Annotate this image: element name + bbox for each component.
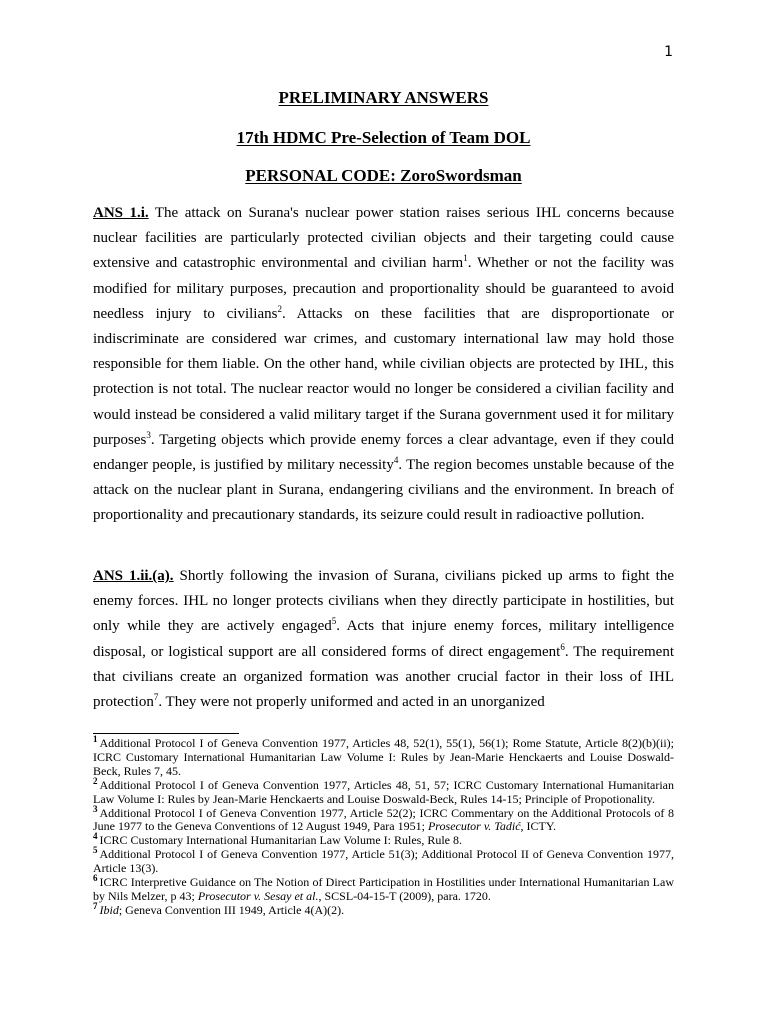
footnote-ref: 3 (146, 429, 151, 440)
footnote-text: ; Geneva Convention III 1949, Article 4(A)(2). (118, 902, 345, 917)
answer-text: The attack on Surana's nuclear power station raises serious IHL concerns because nuclear facilities are particularly protected civilian objects and their targeting could cause extensive and catastrophic environmental and civilian harm (93, 205, 674, 272)
footnote-number: 4 (93, 831, 98, 842)
answer-1i-label: ANS 1.i. (93, 205, 149, 221)
footnote-separator (93, 733, 239, 734)
footnote-text: Additional Protocol I of Geneva Convention 1977, Article 51(3); Additional Protocol II of Geneva Convention 1977, Article 13(3). (93, 847, 674, 876)
footnote (93, 845, 674, 876)
personal-code: PERSONAL CODE: ZoroSwordsman (245, 166, 522, 185)
answer-text: . The requirement that civilians create an organized formation was another crucial factor in their loss of IHL protection (93, 643, 675, 711)
footnote-text: ICRC Interpretive Guidance on The Notion of Direct Participation in Hostilities under International Humanitarian Law by Nils Melzer, p 43; (93, 875, 674, 903)
answer-text: . They were not properly uniformed and acted in an unorganized (158, 694, 545, 711)
footnote-text: Additional Protocol I of Geneva Convention 1977, Articles 48, 51, 57; ICRC Customary International Humanitarian Law Volume I: Rules by Jean-Marie Henckaerts and Louise Doswald-Beck, Rules 14-15; Principle of Propotionality. (93, 777, 674, 806)
footnote-ref: 7 (153, 692, 159, 703)
answer-1i-paragraph (93, 201, 674, 529)
footnote-number: 1 (93, 734, 98, 744)
footnote-text: Additional Protocol I of Geneva Convention 1977, Articles 48, 52(1), 55(1), 56(1); Rome Statute, Article 8(2)(b)(ii); ICRC Customary International Humanitarian Law Volume I: Rules by Jean-Marie Henckaerts and Louise Doswald-Beck, Rules 7, 45. (93, 736, 674, 778)
footnote-ref: 6 (560, 641, 565, 652)
answer-text: . Whether or not the facility was modified for military purposes, precaution and proportionality should be guaranteed to avoid needless injury to civilians (93, 255, 674, 322)
footnote-number: 2 (93, 775, 98, 786)
footnote-ref: 5 (331, 616, 337, 627)
page-subtitle: 17th HDMC Pre-Selection of Team DOL (236, 128, 531, 147)
case-citation: Prosecutor v. Tadić (427, 819, 521, 834)
footnote-number: 7 (93, 900, 98, 911)
footnote-text: Additional Protocol I of Geneva Convention 1977, Article 52(2); ICRC Commentary on the Additional Protocols of 8 June 1977 to the Geneva Conventions of 12 August 1949, Para 1951; (93, 805, 674, 834)
footnote (93, 803, 674, 835)
answer-1iia-paragraph (93, 564, 674, 715)
footnote-number: 5 (93, 845, 98, 856)
answer-text: . Attacks on these facilities that are disproportionate or indiscriminate are considered war crimes, and customary international law may hold those responsible for them liable. On the other hand, while civilian objects are protected by IHL, this protection is not total. The nuclear reactor would no longer be considered a civilian facility and would instead be considered a valid military target if the Surana government used it for military purposes (93, 305, 674, 448)
footnote-ref: 4 (393, 455, 399, 466)
footnote-number: 3 (93, 803, 98, 814)
footnote-text: ICRC Customary International Humanitarian Law Volume I: Rules, Rule 8. (99, 833, 463, 848)
footnote-ref: 1 (463, 253, 468, 264)
footnote (93, 775, 674, 807)
page-number: 1 (664, 44, 673, 60)
answer-text: . The region becomes unstable because of the attack on the nuclear plant in Surana, endangering civilians and the environment. In breach of proportionality and precautionary standards, its seizure could result in radioactive pollution. (93, 457, 675, 524)
footnote-text: , SCSL-04-15-T (2009), para. 1720. (318, 888, 491, 903)
footnote (93, 873, 674, 904)
footnote-text: , ICTY. (520, 819, 556, 834)
footnote (93, 734, 674, 779)
page-title: PRELIMINARY ANSWERS (278, 88, 489, 107)
answer-text: Shortly following the invasion of Surana, civilians picked up arms to fight the enemy forces. IHL no longer protects civilians when they directly participate in hostilities, but only while they are actively engaged (93, 568, 674, 635)
footnotes (93, 734, 674, 918)
footnote-ref: 2 (277, 303, 282, 314)
case-citation: Prosecutor v. Sesay et al. (197, 888, 319, 903)
footnote-number: 6 (93, 873, 98, 884)
answer-1iia-label: ANS 1.ii.(a). (93, 568, 174, 584)
answer-text: . Targeting objects which provide enemy forces a clear advantage, even if they could endanger people, is justified by military necessity (93, 431, 674, 474)
case-citation: Ibid (99, 902, 119, 917)
footnote (93, 900, 674, 918)
answer-text: . Acts that injure enemy forces, military intelligence disposal, or logistical support are all considered forms of direct engagement (93, 618, 675, 660)
